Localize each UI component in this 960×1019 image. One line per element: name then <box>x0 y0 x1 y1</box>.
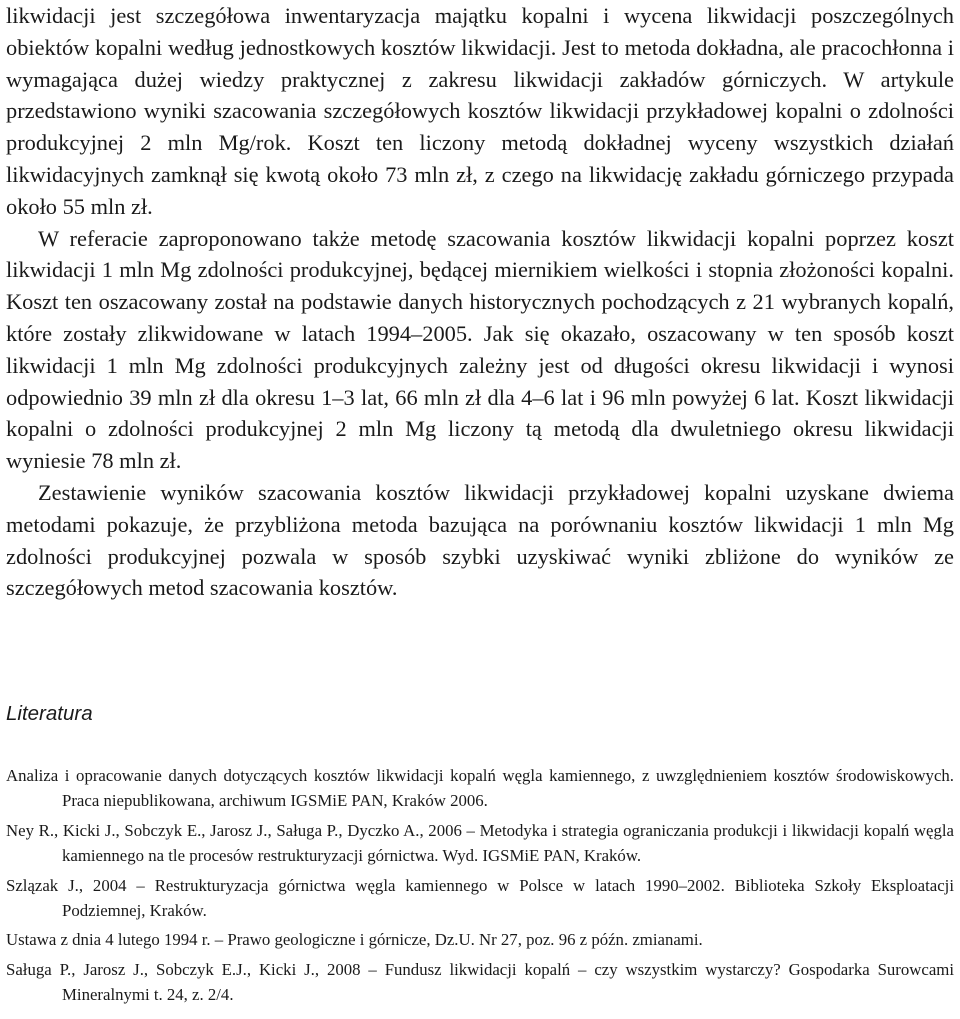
reference-item: Ustawa z dnia 4 lutego 1994 r. – Prawo geologiczne i górnicze, Dz.U. Nr 27, poz. 96 z późn. zmianami. <box>6 930 703 950</box>
body-text <box>6 0 954 604</box>
reference-list <box>6 763 954 1012</box>
reference-item: Szlązak J., 2004 – Restrukturyzacja górnictwa węgla kamiennego w Polsce w latach 1990–2002. Biblioteka Szkoły Eksploatacji Podziemnej, Kraków. <box>6 875 954 921</box>
paper-page <box>6 0 954 1005</box>
reference-item: Saługa P., Jarosz J., Sobczyk E.J., Kicki J., 2008 – Fundusz likwidacji kopalń – czy wszystkim wystarczy? Gospodarka Surowcami Mineralnymi t. 24, z. 2/4. <box>6 959 954 1005</box>
reference-item: Analiza i opracowanie danych dotyczących kosztów likwidacji kopalń węgla kamiennego, z uwzględnieniem kosztów środowiskowych. Praca niepublikowana, archiwum IGSMiE PAN, Kraków 2006. <box>6 766 954 811</box>
section-heading-literatura: Literatura <box>6 702 93 725</box>
paragraph-continued: likwidacji jest szczegółowa inwentaryzacja majątku kopalni i wycena likwidacji poszczególnych obiektów kopalni według jednostkowych kosztów likwidacji. Jest to metoda dokładna, ale pracochłonna i wymagająca dużej wiedzy praktycznej z zakresu likwidacji zakładów górniczych. W artykule przedstawiono wyniki szacowania szczegółowych kosztów likwidacji przykładowej kopalni o zdolności produkcyjnej 2 mln Mg/rok. Koszt ten liczony metodą dokładnej wyceny wszystkich działań likwidacyjnych zamknął się kwotą około 73 mln zł, z czego na likwidację zakładu górniczego przypada około 55 mln zł. <box>6 3 954 219</box>
paragraph-summary: Zestawienie wyników szacowania kosztów likwidacji przykładowej kopalni uzyskane dwiema metodami pokazuje, że przybliżona metoda bazująca na porównaniu kosztów likwidacji 1 mln Mg zdolności produkcyjnej pozwala w sposób szybki uzyskiwać wyniki zbliżone do wyników ze szczegółowych metod szacowania kosztów. <box>6 479 954 601</box>
paragraph-method-proposal: W referacie zaproponowano także metodę szacowania kosztów likwidacji kopalni poprzez koszt likwidacji 1 mln Mg zdolności produkcyjnej, będącej miernikiem wielkości i stopnia złożoności kopalni. Koszt ten oszacowany został na podstawie danych historycznych pochodzących z 21 wybranych kopalń, które zostały zlikwidowane w latach 1994–2005. Jak się okazało, oszacowany w ten sposób koszt likwidacji 1 mln Mg zdolności produkcyjnych zależny jest od długości okresu likwidacji i wynosi odpowiednio 39 mln zł dla okresu 1–3 lat, 66 mln zł dla 4–6 lat i 96 mln powyżej 6 lat. Koszt likwidacji kopalni o zdolności produkcyjnej 2 mln Mg liczony tą metodą dla dwuletniego okresu likwidacji wyniesie 78 mln zł. <box>6 225 954 474</box>
reference-item: Ney R., Kicki J., Sobczyk E., Jarosz J., Saługa P., Dyczko A., 2006 – Metodyka i strategia ograniczania produkcji i likwidacji kopalń węgla kamiennego na tle procesów restrukturyzacji górnictwa. Wyd. IGSMiE PAN, Kraków. <box>6 820 954 866</box>
